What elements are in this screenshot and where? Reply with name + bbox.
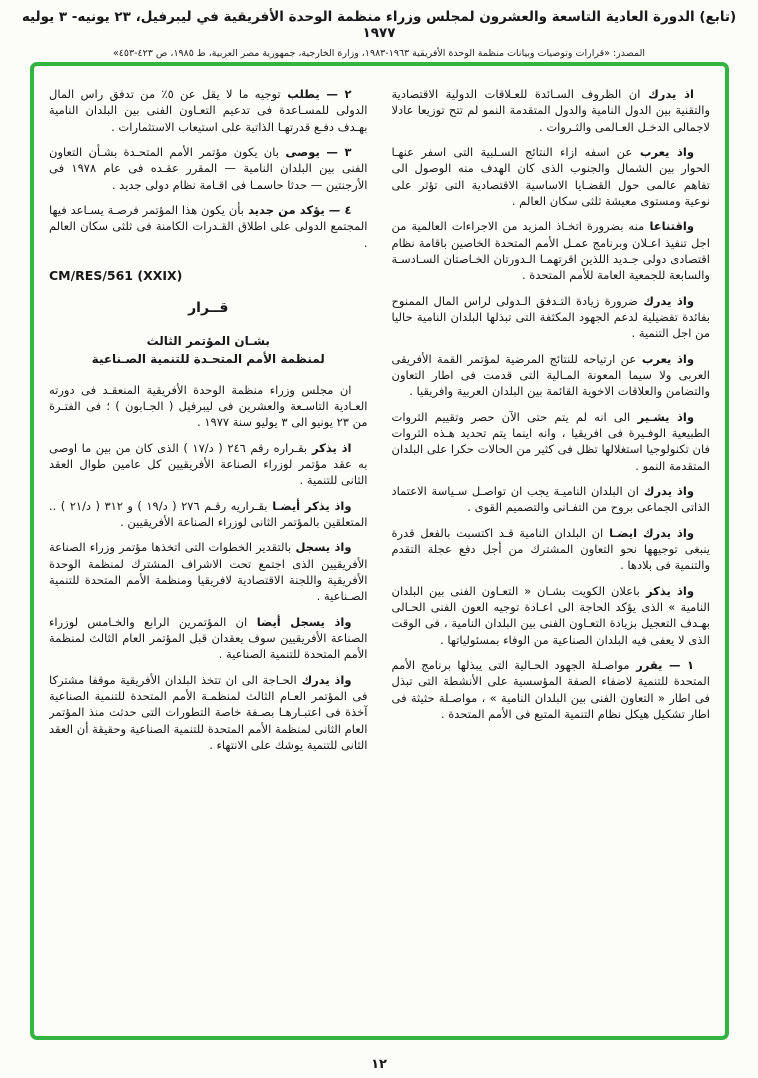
paragraph-lead: ١ — يقرر [629, 657, 694, 672]
left-column [49, 86, 368, 1024]
paragraph: واذ يعرب عن ارتياحه للنتائج المرضية لمؤتمر القمة الأفريقى العربى ولا سيما المعونة المـالية التى قدمت فى اطار التعاون والتضامن والعلاقات الاخوية القائمة بين البلدان العربية وافريقيا . [391, 351, 710, 399]
resolution-subject: بشـان المؤتمر الثالث [146, 333, 270, 348]
paragraph: ١ — يقرر مواصـلة الجهود الحـالية التى يبذلها برنامج الأمم المتحدة للتنمية لاضفاء الصفة المؤسسية على الأنشطة التى تبذل فى اطار « التعاون الفنى بين البلدان النامية » ، مواصـلة حثيثة فى اطار تشكيل هيكل نظام التنمية المتبع فى الأمم المتحدة . [391, 657, 710, 721]
paragraph-lead: واذ يسجل [291, 540, 352, 555]
paragraph: ان مجلس وزراء منظمة الوحدة الأفريقية المنعقـد فى دورته العـادية التاسـعة والعشرين فى ليبرفيل ( الجـابون ) ؛ فى الفتـرة من ٢٣ يونيو الى ٣ يوليو سنة ١٩٧٧ . [49, 382, 368, 430]
resolution-number: CM/RES/561 (XXIX) [49, 267, 183, 283]
paragraph: واذ يدرك ايضـا ان البلدان النامية قـد اكتسبت بالفعل قدرة ينبغى توجيهها نحو التعاون المشترك من أجل دفع عجلة التقدم والتنمية فى بلادها . [391, 525, 710, 573]
paragraph: واذ يعرب عن اسفه ازاء النتائج السـلبية التى اسفر عنهـا الحوار بين الشمال والجنوب الذى كان الهدف منه الوصول الى تفاهم عالمى حول القضـايا الاساسية الاقتصادية التى تؤثر على نوعية ومستوى معيشة ثلثى سكان العالم . [391, 144, 710, 208]
paragraph: اذ يذكر بقـراره رقم ٢٤٦ ( د/١٧ ) الذى كان من بين ما اوصى به عقد مؤتمر لوزراء الصناعة الأفريقيين كل عامين طوال العقد الثانى للتنمية . [49, 440, 368, 488]
paragraph-lead: ٣ — يوصى [278, 144, 352, 159]
paragraph-lead: اذ يذكر [307, 440, 352, 455]
paragraph-lead: واذ يدرك ايضـا [603, 525, 695, 540]
right-column [392, 86, 711, 1024]
paragraph: واذ يدرك ضرورة زيادة التـدفق الـدولى لراس المال الممنوح بفائدة تفضيلية لدعم الجهود المكثفة التى تبذلها البلدان النامية حاليا من اجل التنمية . [391, 293, 710, 341]
paragraph: واذ يسجل أيضا ان المؤتمرين الرابع والخـامس لوزراء الصناعة الأفريقيين سوف يعقدان قبل المؤتمر العام الثالث لمنظمة الأمم المتحدة للتنمية الصناعية . [49, 614, 368, 662]
paragraph: ٤ — يؤكد من جديد بأن يكون هذا المؤتمر فرصـة يسـاعد فيها المجتمع الدولى على اطلاق القـدرات الكامنة فى ثلثى سكان العالم . [49, 202, 368, 250]
paragraph-lead: واذ يعرب [636, 351, 694, 366]
resolution-heading: قــرار [188, 299, 229, 316]
paragraph-lead: واذ يدرك [638, 483, 694, 498]
paragraph-lead: واذ يدرك [637, 293, 694, 308]
document-title: (تابع) الدورة العادية التاسعة والعشرون لمجلس وزراء منظمة الوحدة الأفريقية في ليبرفيل، ٢٣ يونيه- ٣ يوليه ١٩٧٧ [21, 9, 737, 41]
paragraph: واذ يذكر أيضـا بقـراريه رقـم ٢٧٦ ( د/١٩ ) و ٣١٢ ( د/٢١ ) .. المتعلقين بالمؤتمر الثانى لوزراء الصناعة الأفريقيين . [49, 498, 368, 529]
paragraph: واذ يسجل بالتقدير الخطوات التى اتخذها مؤتمر وزراء الصناعة الأفريقيين الذى اجتمع تحت الاشراف المشترك لمنظمة الوحدة الأفريقية واللجنة الاقتصادية لافريقيا ومنظمة الأمم المتحدة للتنمية الصـناعية . [49, 540, 368, 604]
paragraph-lead: واذ يعرب [632, 144, 694, 159]
paragraph: واقتناعا منه بضرورة اتخـاذ المزيد من الاجراءات العالمية من اجل تنفيذ اعـلان وبرنامج عمـل الأمم المتحدة الخاصين باقامة نظام اقتصادى دولى جـديد اللذين اقرتهمـا الـدورتان الخـاصتان السـادسـة والسابعة للجمعية العامة للأمم المتحدة . [391, 219, 710, 283]
green-border-frame [30, 62, 729, 1040]
paragraph-lead: واذ يذكر [639, 583, 694, 598]
paragraph-lead: اذ يدرك [640, 87, 694, 101]
paragraph: واذ يذكر باعلان الكويت بشـان « التعـاون الفنى بين البلدان النامية » الذى يؤكد الحاجة الى اعـادة توجيه العون الفنى الحـالى بهـدف التعجيل بزيادة التعـاون الفنى بين البلدان النامية ، فى الوقت الذى لا يعفى فيه البلدان الصناعية من الوفاء بمسئولياتها . [391, 583, 710, 647]
paragraph-lead: واقتناعا [644, 219, 694, 234]
paragraph-lead: واذ يدرك [296, 672, 352, 687]
paragraph: ٣ — يوصى بان يكون مؤتمر الأمم المتحـدة بشـأن التعاون الفنى بين البلدان النامية — المقرر عقـده فى عام ١٩٧٨ فى الأرجنتين — حدثا حاسمـا فى اقـامة نظام دولى جديد . [49, 144, 368, 192]
page-number: ١٢ [371, 1057, 387, 1072]
paragraph: اذ يدرك ان الظروف السـائدة للعـلاقات الدولية الاقتصادية والتقنية بين الدول النامية والدول المتقدمة النمو لم تتح توزيعا عادلا لاجمالى الدخـل العـالمى والثـروات . [391, 87, 710, 134]
paragraph-lead: ٤ — يؤكد من جديد [243, 202, 352, 217]
paragraph: ٢ — يطلب توجيه ما لا يقل عن ٥٪ من تدفق راس المال الدولى للمسـاعدة فى تدعيم التعـاون الفنى بين البلدان النامية بهـدف دفـع قدرتهـا الذاتية على استيعاب الاستثمارات . [49, 87, 368, 134]
paragraph-lead: ٢ — يطلب [280, 87, 352, 101]
document-source: المصدر: «قرارات وتوصيات وبيانات منظمة الوحدة الأفريقية ١٩٦٣-١٩٨٣، وزارة الخارجية، جمهورية مصر العربية، ط ١٩٨٥، ص ٤٢٣-٤٥٣» [112, 48, 645, 59]
text-columns [49, 86, 710, 1024]
resolution-subject: لمنظمة الأمم المتحـدة للتنمية الصـناعية [91, 351, 325, 366]
paragraph: واذ يدرك ان البلدان الناميـة يجب ان تواصـل سـياسة الاعتماد الذاتى الجماعى بروح من التفـانى والتصميم القوى . [391, 483, 710, 515]
page-header [10, 9, 748, 59]
paragraph-lead: واذ يذكر أيضـا [267, 498, 352, 513]
paragraph: واذ يدرك الحـاجة الى ان تتخذ البلدان الأفريقية موقفا مشتركا فى المؤتمر العـام الثالث لمنظمـة الأمم المتحدة للتنمية الصناعية آخذة فى اعتبـارهـا بصـفة خاصة التطورات التى حدثت منذ المؤتمر العام الثانى لمنظمة الأمم المتحدة للتنمية الصناعية وحقيقة أن العقد الثانى للتنمية يوشك على الانتهاء . [49, 672, 368, 752]
paragraph: واذ يشـير الى انه لم يتم حتى الآن حصر وتقييم الثروات الطبيعية الوفـيرة فى افريقيا ، وانه اينما يتم تحديد هـذه الثروات فان تكنولوجيا استغلالها تظل فى كثير من الحالات حكرا على البلدان المتقدمة النمو . [391, 409, 710, 473]
paragraph-lead: واذ يسجل أيضا [247, 614, 352, 629]
paragraph-lead: واذ يشـير [630, 409, 694, 424]
